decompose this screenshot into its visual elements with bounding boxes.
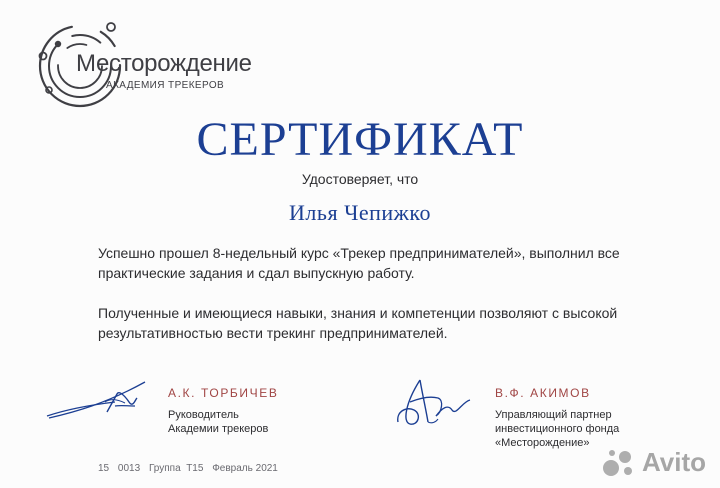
certificate-footer — [98, 463, 284, 474]
signature-torbichev-icon — [45, 372, 157, 422]
recipient-name: Илья Чепижко — [289, 200, 431, 225]
signatory-2-role-line3: «Месторождение» — [495, 437, 590, 449]
signatory-1-name: А.К. ТОРБИЧЕВ — [168, 386, 279, 400]
signatory-1-role-line2: Академии трекеров — [168, 423, 269, 435]
signatory-1-role-line1: Руководитель — [168, 409, 239, 421]
signatory-2-role — [495, 408, 619, 450]
signatory-1-role — [168, 408, 268, 436]
logo-name: Месторождение — [76, 50, 252, 77]
footer-series: 15 — [98, 463, 110, 474]
logo-subtitle: АКАДЕМИЯ ТРЕКЕРОВ — [106, 80, 225, 91]
footer-group: Группа Т15 — [148, 463, 204, 474]
avito-watermark — [602, 447, 706, 478]
signatory-2-role-line2: инвестиционного фонда — [495, 423, 620, 435]
course-completion-paragraph: Успешно прошел 8-недельный курс «Трекер предпринимателей», выполнил все практические задания и сдал выпускную работу. — [98, 245, 620, 281]
footer-number: 0013 — [117, 463, 141, 474]
certifies-text: Удостоверяет, что — [301, 171, 419, 187]
watermark-text: Avito — [641, 447, 706, 477]
signature-akimov-icon — [392, 372, 486, 432]
footer-date: Февраль 2021 — [212, 463, 278, 474]
avito-logo-icon — [602, 448, 636, 478]
competence-paragraph: Полученные и имеющиеся навыки, знания и компетенции позволяют с высокой результативностью вести трекинг предпринимателей. — [98, 305, 618, 341]
signatory-2-name: В.Ф. АКИМОВ — [495, 386, 591, 400]
certificate-title: СЕРТИФИКАТ — [196, 113, 524, 166]
signatory-2-role-line1: Управляющий партнер — [495, 409, 612, 421]
